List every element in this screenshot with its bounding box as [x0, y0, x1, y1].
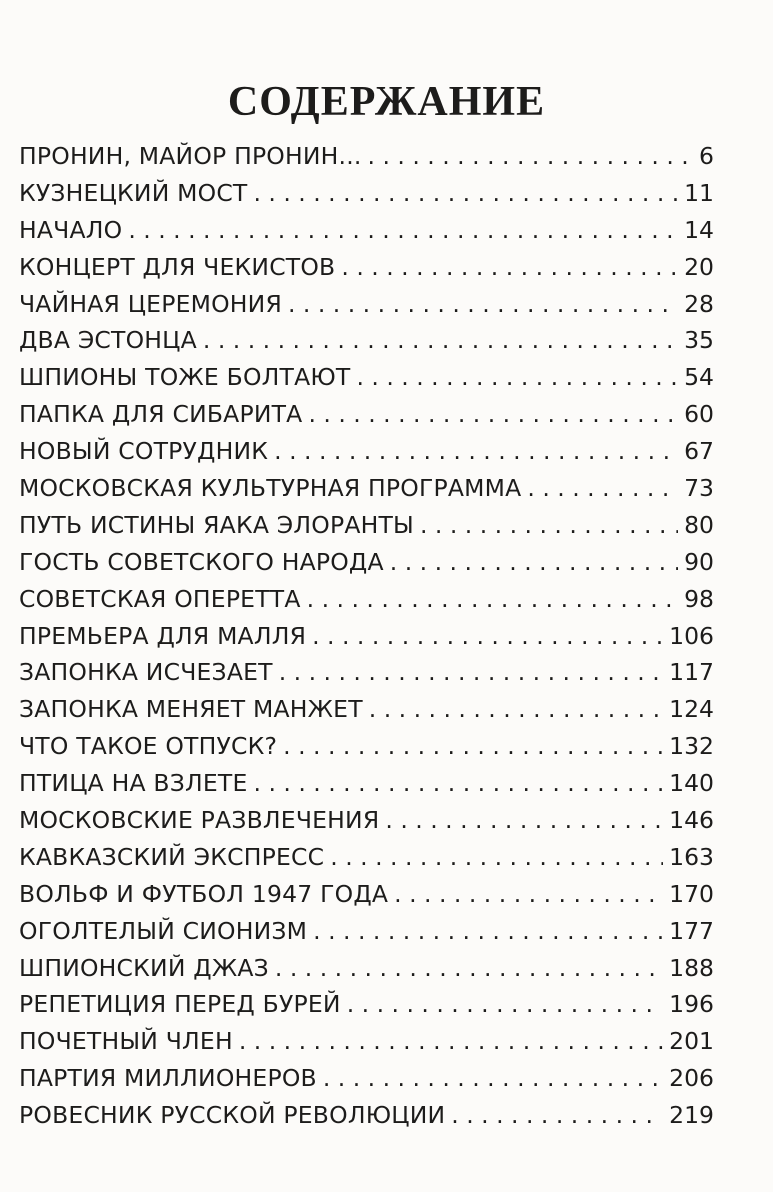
- toc-entry[interactable]: [19, 359, 714, 396]
- toc-entry[interactable]: [19, 470, 714, 507]
- toc-entry[interactable]: [19, 1023, 714, 1060]
- toc-entry[interactable]: [19, 1097, 714, 1134]
- toc-entry-title: РЕПЕТИЦИЯ ПЕРЕД БУРЕЙ: [19, 990, 341, 1019]
- toc-entry[interactable]: [19, 433, 714, 470]
- dot-leader: [451, 1097, 663, 1134]
- toc-entry-page: 11: [684, 178, 714, 207]
- toc-entry-page: 124: [669, 695, 714, 724]
- dot-leader: [323, 1060, 663, 1097]
- toc-entry-page: 90: [684, 547, 714, 576]
- dot-leader: [239, 1023, 663, 1060]
- toc-entry[interactable]: [19, 138, 714, 175]
- toc-entry[interactable]: [19, 654, 714, 691]
- dot-leader: [394, 876, 663, 913]
- toc-entry-page: 6: [699, 142, 714, 170]
- toc-entry[interactable]: [19, 691, 714, 728]
- dot-leader: [356, 359, 678, 396]
- dot-leader: [420, 507, 678, 544]
- dot-leader: [308, 396, 678, 433]
- dot-leader: [385, 802, 663, 839]
- toc-entry-title: ПУТЬ ИСТИНЫ ЯАКА ЭЛОРАНТЫ: [19, 510, 414, 539]
- toc-entry-title: КОНЦЕРТ ДЛЯ ЧЕКИСТОВ: [19, 252, 336, 281]
- dot-leader: [341, 249, 678, 286]
- toc-entry-page: 106: [669, 621, 714, 650]
- toc-entry-page: 196: [669, 990, 714, 1019]
- dot-leader: [283, 728, 663, 765]
- toc-entry[interactable]: [19, 507, 714, 544]
- toc-entry-title: СОВЕТСКАЯ ОПЕРЕТТА: [19, 584, 301, 613]
- toc-entry[interactable]: [19, 544, 714, 581]
- toc-entry[interactable]: [19, 986, 714, 1023]
- toc-entry-page: 35: [684, 326, 714, 355]
- toc-entry-page: 170: [669, 879, 714, 908]
- toc-entry[interactable]: [19, 876, 714, 913]
- toc-entry-page: 60: [684, 400, 714, 429]
- dot-leader: [253, 175, 678, 212]
- toc-entry-title: ВОЛЬФ И ФУТБОЛ 1947 ГОДА: [19, 879, 389, 908]
- toc-entry-title: ПОЧЕТНЫЙ ЧЛЕН: [19, 1027, 233, 1056]
- toc-entry-page: 73: [684, 474, 714, 503]
- toc-entry-page: 177: [669, 916, 714, 945]
- toc-entry[interactable]: [19, 175, 714, 212]
- toc-entry-page: 98: [684, 584, 714, 613]
- toc-entry[interactable]: [19, 839, 714, 876]
- toc-entry-page: 20: [684, 252, 714, 281]
- dot-leader: [307, 581, 678, 618]
- toc-entry[interactable]: [19, 950, 714, 987]
- table-of-contents: [19, 138, 714, 1134]
- toc-entry-title: НАЧАЛО: [19, 215, 123, 244]
- toc-entry-page: 163: [669, 842, 714, 871]
- toc-entry-page: 117: [669, 658, 714, 687]
- dot-leader: [368, 138, 694, 175]
- toc-entry-page: 132: [669, 732, 714, 761]
- toc-entry-title: ПАРТИЯ МИЛЛИОНЕРОВ: [19, 1064, 317, 1093]
- toc-entry-title: КУЗНЕЦКИЙ МОСТ: [19, 178, 248, 207]
- toc-entry-title: МОСКОВСКИЕ РАЗВЛЕЧЕНИЯ: [19, 806, 380, 835]
- toc-entry-page: 140: [669, 769, 714, 798]
- dot-leader: [275, 950, 663, 987]
- dot-leader: [203, 322, 678, 359]
- toc-entry[interactable]: [19, 249, 714, 286]
- toc-entry-page: 201: [669, 1027, 714, 1056]
- toc-entry-page: 188: [669, 953, 714, 982]
- toc-entry-title: ПРОНИН, МАЙОР ПРОНИН...: [19, 142, 362, 170]
- toc-entry[interactable]: [19, 728, 714, 765]
- toc-entry-title: ЧТО ТАКОЕ ОТПУСК?: [19, 732, 278, 761]
- toc-entry-title: ЧАЙНАЯ ЦЕРЕМОНИЯ: [19, 289, 282, 318]
- toc-entry[interactable]: [19, 581, 714, 618]
- toc-entry-page: 80: [684, 510, 714, 539]
- toc-entry-title: ШПИОНЫ ТОЖЕ БОЛТАЮТ: [19, 363, 351, 392]
- toc-entry-page: 28: [684, 289, 714, 318]
- dot-leader: [313, 913, 663, 950]
- toc-entry-page: 219: [669, 1101, 714, 1130]
- dot-leader: [312, 618, 663, 655]
- toc-entry-title: ЗАПОНКА МЕНЯЕТ МАНЖЕТ: [19, 695, 363, 724]
- dot-leader: [279, 654, 663, 691]
- toc-entry-title: ЗАПОНКА ИСЧЕЗАЕТ: [19, 658, 273, 687]
- dot-leader: [390, 544, 678, 581]
- dot-leader: [274, 433, 678, 470]
- toc-entry-title: РОВЕСНИК РУССКОЙ РЕВОЛЮЦИИ: [19, 1101, 446, 1130]
- toc-entry-title: МОСКОВСКАЯ КУЛЬТУРНАЯ ПРОГРАММА: [19, 474, 522, 503]
- toc-entry-page: 14: [684, 215, 714, 244]
- toc-entry-title: ГОСТЬ СОВЕТСКОГО НАРОДА: [19, 547, 384, 576]
- dot-leader: [288, 286, 678, 323]
- toc-entry[interactable]: [19, 286, 714, 323]
- toc-entry[interactable]: [19, 913, 714, 950]
- toc-entry-page: 206: [669, 1064, 714, 1093]
- page-title: СОДЕРЖАНИЕ: [227, 79, 546, 126]
- dot-leader: [254, 765, 664, 802]
- toc-entry[interactable]: [19, 618, 714, 655]
- dot-leader: [369, 691, 663, 728]
- toc-entry-title: ОГОЛТЕЛЫЙ СИОНИЗМ: [19, 916, 308, 945]
- toc-entry[interactable]: [19, 765, 714, 802]
- toc-entry-title: ДВА ЭСТОНЦА: [19, 326, 197, 355]
- toc-entry-title: ПАПКА ДЛЯ СИБАРИТА: [19, 400, 303, 429]
- toc-entry-title: ПТИЦА НА ВЗЛЕТЕ: [19, 769, 248, 798]
- toc-entry-title: ШПИОНСКИЙ ДЖАЗ: [19, 953, 269, 982]
- toc-entry[interactable]: [19, 1060, 714, 1097]
- toc-entry-title: НОВЫЙ СОТРУДНИК: [19, 437, 269, 466]
- toc-entry[interactable]: [19, 212, 714, 249]
- toc-entry-title: ПРЕМЬЕРА ДЛЯ МАЛЛЯ: [19, 621, 307, 650]
- dot-leader: [347, 986, 663, 1023]
- toc-entry[interactable]: [19, 802, 714, 839]
- toc-entry-page: 67: [684, 437, 714, 466]
- toc-entry-page: 54: [684, 363, 714, 392]
- dot-leader: [330, 839, 663, 876]
- toc-entry-page: 146: [669, 806, 714, 835]
- toc-entry[interactable]: [19, 322, 714, 359]
- toc-entry-title: КАВКАЗСКИЙ ЭКСПРЕСС: [19, 842, 325, 871]
- dot-leader: [128, 212, 678, 249]
- toc-entry[interactable]: [19, 396, 714, 433]
- dot-leader: [527, 470, 678, 507]
